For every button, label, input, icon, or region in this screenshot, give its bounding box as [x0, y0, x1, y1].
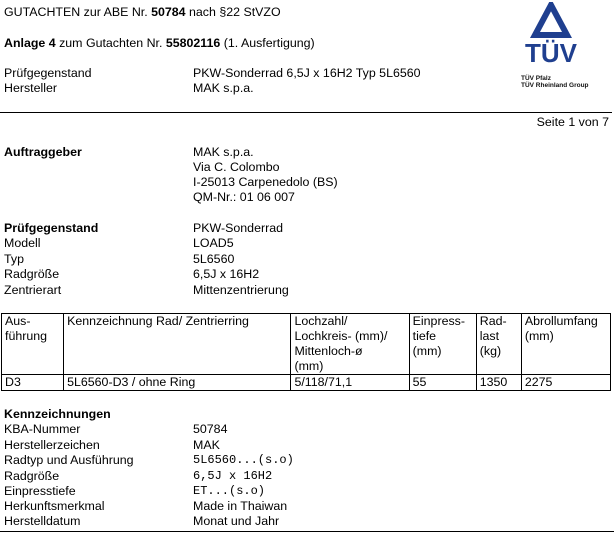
auftraggeber-line-3: I-25013 Carpenedolo (BS)	[193, 175, 338, 189]
logo-subtitle	[521, 75, 589, 89]
herstelldatum-value: Monat und Jahr	[193, 514, 280, 528]
pruefgegenstand-heading-value: PKW-Sonderrad	[193, 221, 283, 235]
cell-kennzeichnung: 5L6560-D3 / ohne Ring	[64, 375, 291, 391]
spec-table	[1, 313, 611, 391]
kba-label: KBA-Nummer	[4, 422, 81, 436]
table-header-row	[2, 314, 611, 375]
zentrierart-value: Mittenzentrierung	[193, 283, 289, 297]
cell-einpresstiefe: 55	[409, 375, 476, 391]
header-divider	[0, 112, 612, 113]
einpresstiefe-label: Einpresstiefe	[4, 484, 76, 498]
herkunft-label: Herkunftsmerkmal	[4, 499, 105, 513]
th-lochzahl: Lochzahl/ Lochkreis- (mm)/ Mittenloch-ø (mm)	[291, 314, 409, 375]
kennzeichnungen-heading: Kennzeichnungen	[4, 407, 111, 421]
footer-divider	[0, 531, 614, 532]
einpresstiefe-value: ET...(s.o)	[193, 484, 266, 498]
cell-abrollumfang: 2275	[521, 375, 610, 391]
auftraggeber-line-2: Via C. Colombo	[193, 160, 280, 174]
auftraggeber-line-4: QM-Nr.: 01 06 007	[193, 190, 295, 204]
herkunft-value: Made in Thaiwan	[193, 499, 288, 513]
logo-line2: TÜV Rheinland Group	[521, 82, 589, 89]
th-abrollumfang: Abrollumfang (mm)	[521, 314, 610, 375]
herstelldatum-label: Herstelldatum	[4, 514, 81, 528]
pruef-label: Prüfgegenstand	[4, 66, 92, 80]
hersteller-value: MAK s.p.a.	[193, 81, 254, 95]
typ-value: 5L6560	[193, 252, 235, 266]
modell-value: LOAD5	[193, 236, 234, 250]
th-einpresstiefe: Einpress- tiefe (mm)	[409, 314, 476, 375]
hersteller-label: Hersteller	[4, 81, 58, 95]
document-title: GUTACHTEN zur ABE Nr. 50784 nach §22 StVZO	[4, 5, 281, 19]
th-kennzeichnung: Kennzeichnung Rad/ Zentrierring	[64, 314, 291, 375]
page-info: Seite 1 von 7	[536, 115, 609, 129]
th-ausfuehrung: Aus- führung	[2, 314, 64, 375]
zentrierart-label: Zentrierart	[4, 283, 62, 297]
auftraggeber-heading: Auftraggeber	[4, 145, 82, 159]
pruef-value: PKW-Sonderrad 6,5J x 16H2 Typ 5L6560	[193, 66, 421, 80]
typ-label: Typ	[4, 252, 24, 266]
cell-lochzahl: 5/118/71,1	[291, 375, 409, 391]
modell-label: Modell	[4, 236, 41, 250]
radgroesse2-value: 6,5J x 16H2	[193, 469, 273, 483]
pruefgegenstand-heading: Prüfgegenstand	[4, 221, 99, 235]
th-radlast: Rad- last (kg)	[476, 314, 521, 375]
cell-ausfuehrung: D3	[2, 375, 64, 391]
radgroesse-label: Radgröße	[4, 267, 60, 281]
cell-radlast: 1350	[476, 375, 521, 391]
annex-line: Anlage 4 zum Gutachten Nr. 55802116 (1. Ausfertigung)	[4, 36, 315, 50]
radgroesse-value: 6,5J x 16H2	[193, 267, 260, 281]
logo-wordmark: TÜV	[525, 38, 577, 68]
radgroesse2-label: Radgröße	[4, 469, 60, 483]
kba-value: 50784	[193, 422, 228, 436]
herstellerzeichen-value: MAK	[193, 438, 220, 452]
table-row	[2, 375, 611, 391]
auftraggeber-line-1: MAK s.p.a.	[193, 145, 254, 159]
logo-line1: TÜV Pfalz	[521, 75, 551, 82]
radtyp-value: 5L6560...(s.o)	[193, 453, 294, 467]
herstellerzeichen-label: Herstellerzeichen	[4, 438, 100, 452]
radtyp-label: Radtyp und Ausführung	[4, 453, 134, 467]
triangle-icon	[535, 5, 567, 35]
